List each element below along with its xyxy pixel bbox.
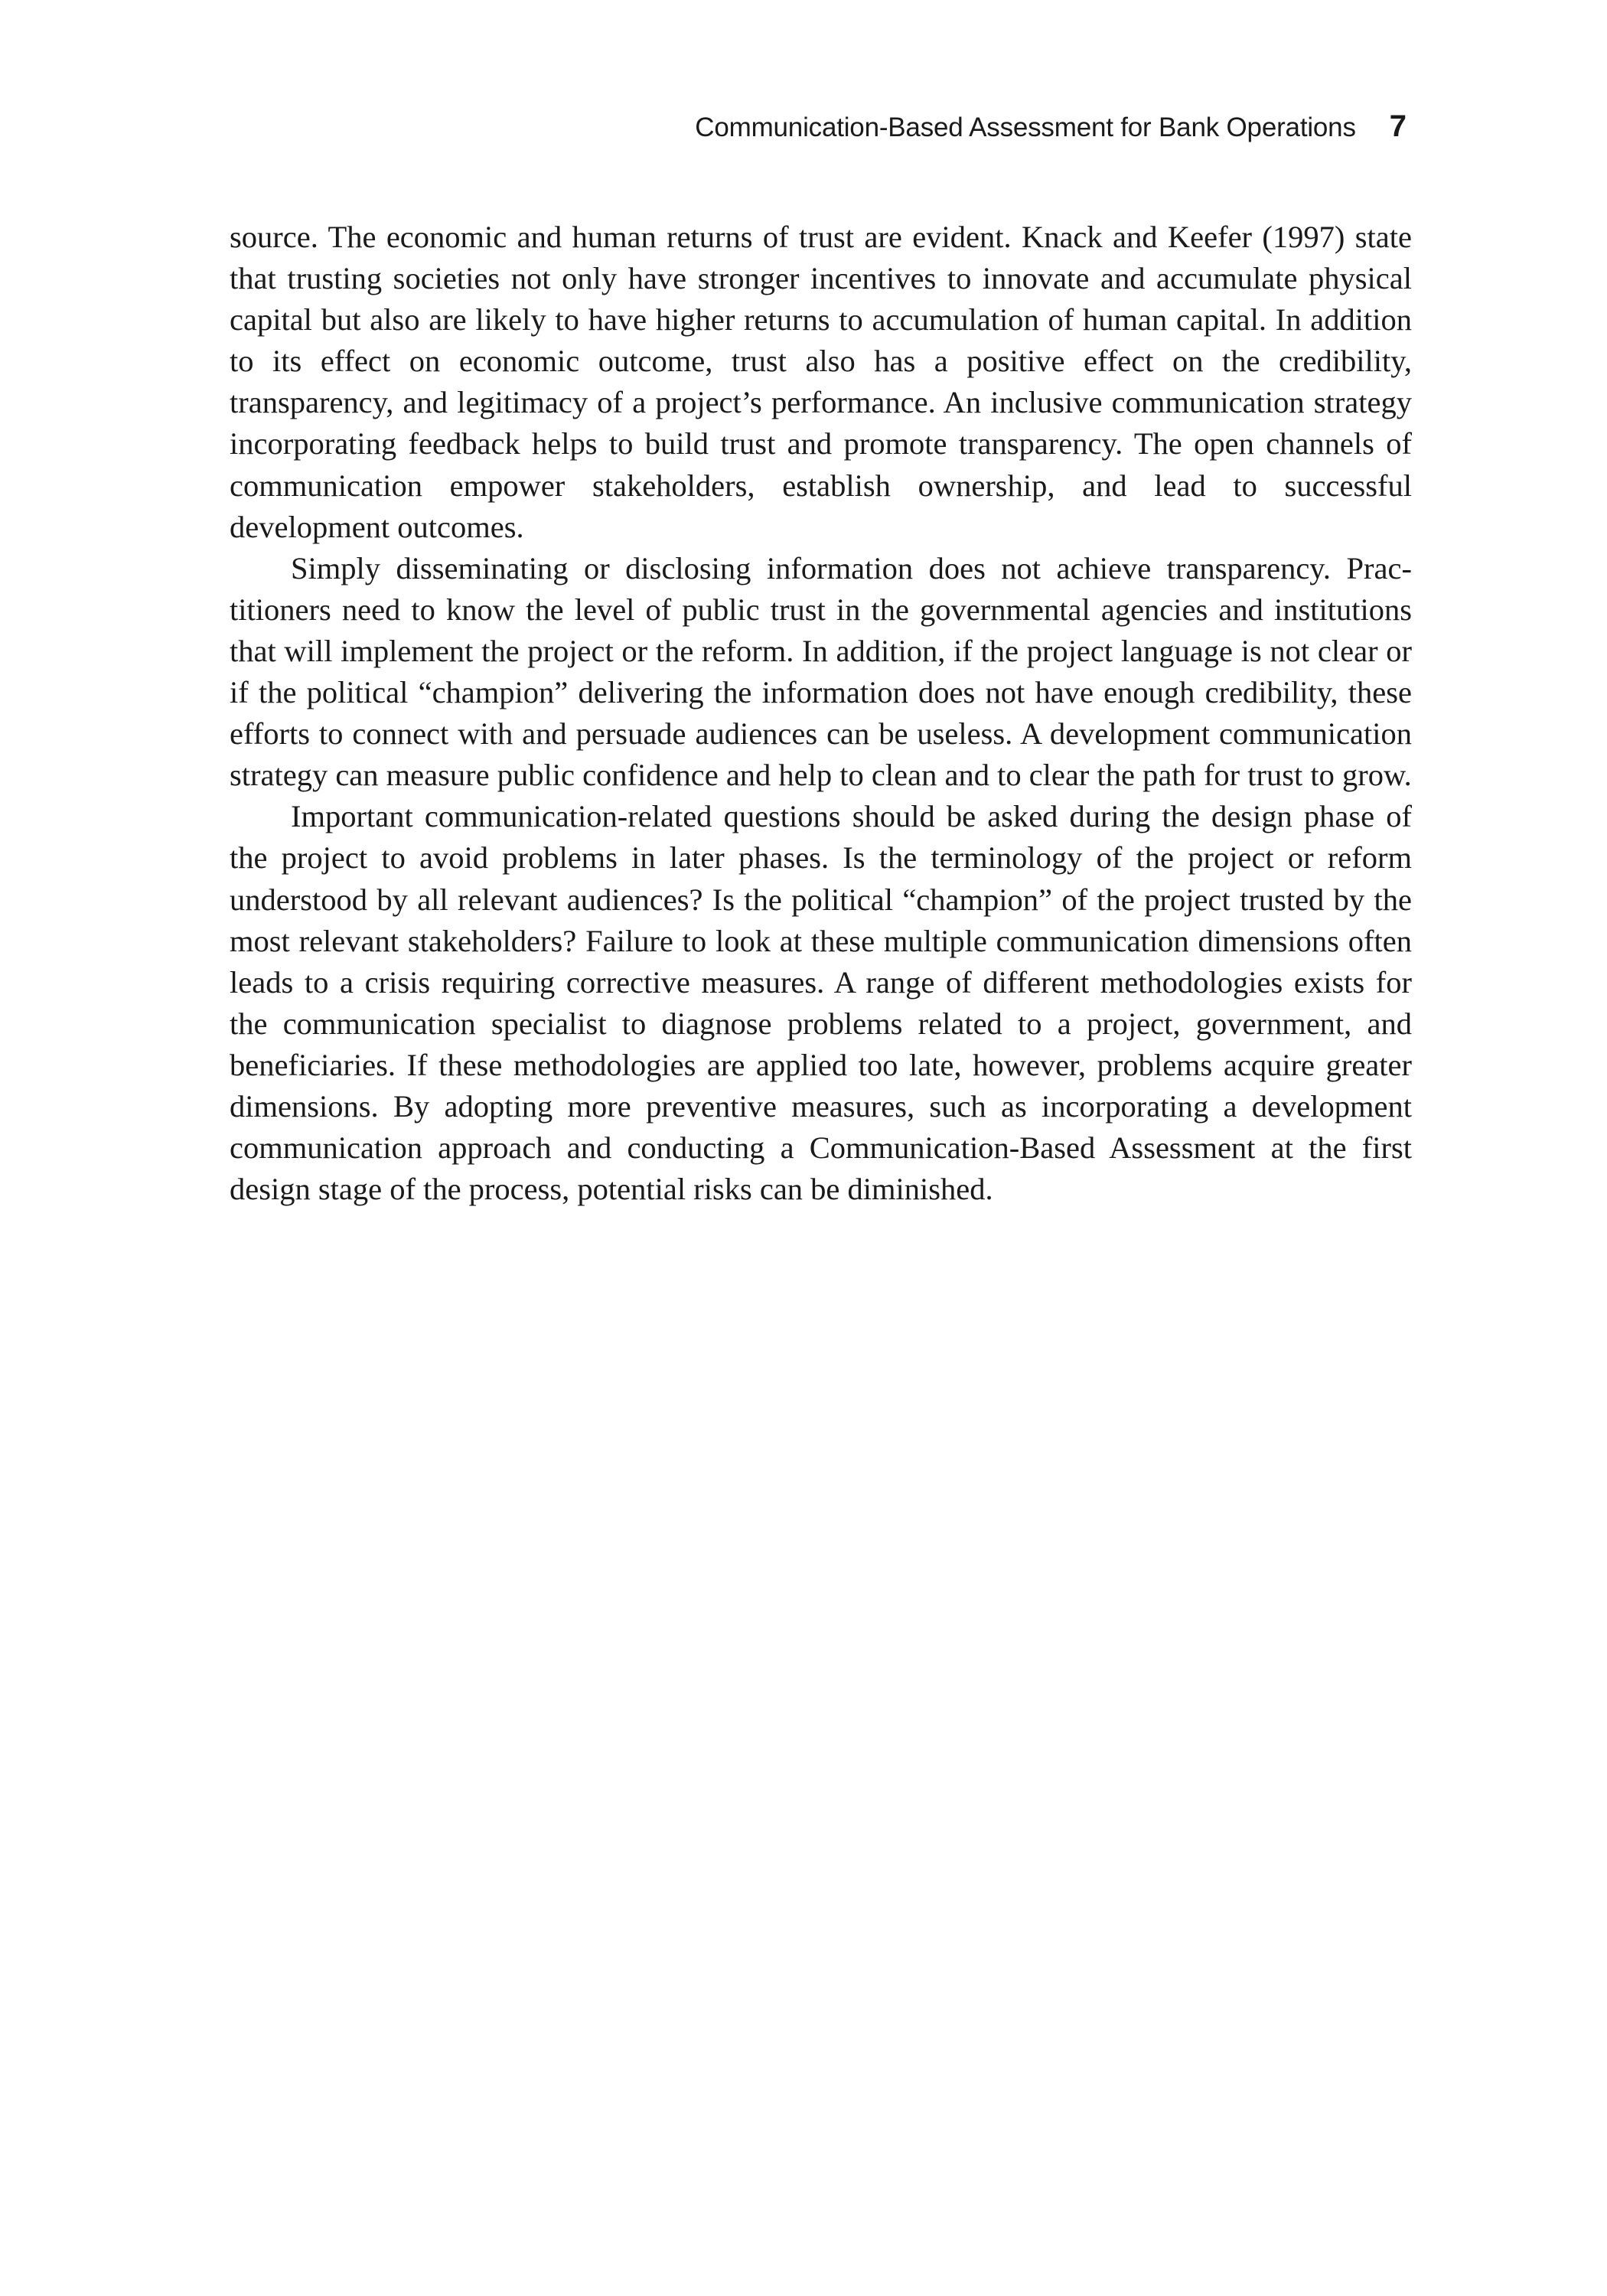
paragraph-1: source. The economic and human returns of trust are evident. Knack and Keefer (1997) state that trusting societies not only have stronger incentives to innovate and accumulate physical capital but also are likely to have higher returns to accumulation of human capital. In addition to its effect on economic outcome, trust also has a positive effect on the credibility, transparency, and legitimacy of a project’s performance. An inclusive communication strategy incorporating feedback helps to build trust and promote transparency. The open channels of communication empower stakeholders, establish ownership, and lead to successful development outcomes. — [230, 220, 1412, 544]
paragraph-2: Simply disseminating or disclosing information does not achieve transparency. Practitioners need to know the level of public trust in the governmental agencies and institutions that will implement the project or the reform. In addition, if the project language is not clear or if the political “champion” delivering the information does not have enough credibility, these efforts to connect with and persuade audiences can be useless. A development communication strategy can measure public confidence and help to clean and to clear the path for trust to grow. — [230, 550, 1412, 793]
paragraph-3: Important communication-related questions should be asked during the design phase of the project to avoid problems in later phases. Is the terminology of the project or reform understood by all relevant audiences? Is the political “champion” of the project trusted by the most relevant stakeholders? Failure to look at these multiple communication dimensions often leads to a crisis requiring corrective measures. A range of different methodologies exists for the communication specialist to diagnose problems related to a project, government, and beneficiaries. If these methodologies are applied too late, however, problems acquire greater dimensions. By adopting more preventive measures, such as incorporating a development communication approach and conducting a Communication-Based Assessment at the first design stage of the process, potential risks can be diminished. — [230, 799, 1412, 1207]
body-text — [230, 217, 1412, 1210]
running-head-title: Communication-Based Assessment for Bank Operations — [695, 113, 1356, 142]
page-number: 7 — [1389, 109, 1407, 143]
running-head — [695, 109, 1407, 144]
